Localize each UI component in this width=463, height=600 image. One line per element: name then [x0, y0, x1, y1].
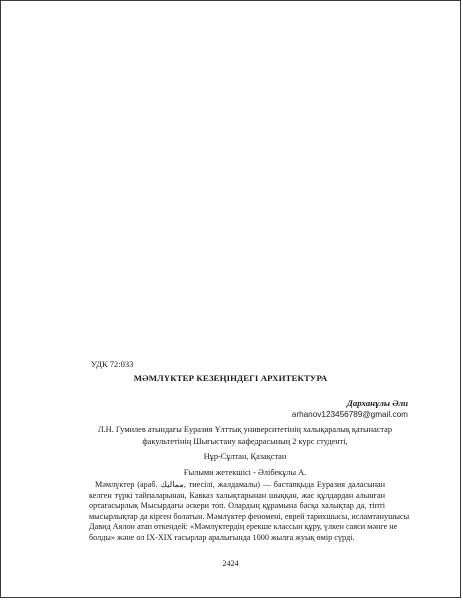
affiliation-line: Л.Н. Гумилев атындағы Еуразия Ұлттық университетінің халықаралық қатынастар: [97, 425, 392, 434]
body-line: мысырлықтар да кірген болатын. Мәмлүктер феномені, еврей тарихшысы, исламтанушысы: [89, 511, 410, 521]
body-line: Мәмлүктер (араб. مماليك, тиесілі, жалдамалы) — бастапқыда Еуразия даласынан: [95, 480, 385, 489]
author-name: Дарханұлы Әли: [346, 398, 408, 408]
body-line: келген түркі тайпаларынан, Кавказ халықтарынан шыққан, жас құлдардан алынған: [89, 490, 385, 500]
affiliation-line: факультетінің Шығыстану кафедрасының 2 курс студенті,: [142, 436, 348, 446]
udk-code: УДК 72:033: [91, 359, 134, 369]
author-email: arhanov123456789@gmail.com: [291, 410, 408, 419]
body-line: Давид Аялон атап өткендей: «Мәмлүктердің ерекше классын құру, үлкен саяси мәнге не: [89, 522, 398, 532]
affiliation-line: Нұр-Сұлтан, Қазақстан: [203, 452, 287, 461]
body-paragraph: [89, 480, 410, 544]
body-line: болды» және ол IX-XIX ғасырлар аралығында 1000 жылға жуық өмір сүрді.: [89, 532, 355, 542]
page-number: 2424: [222, 559, 239, 568]
affiliation-block: [85, 424, 405, 478]
article-title: МӘМЛҮКТЕР КЕЗЕҢІНДЕГІ АРХИТЕКТУРА: [133, 373, 328, 383]
body-line: ортағасырлық Мысырдағы әскери топ. Олардың құрамына басқа халықтар да, тіпті: [89, 501, 385, 511]
affiliation-line: Ғылыми жетекшісі - Әлібекұлы А.: [183, 467, 307, 477]
